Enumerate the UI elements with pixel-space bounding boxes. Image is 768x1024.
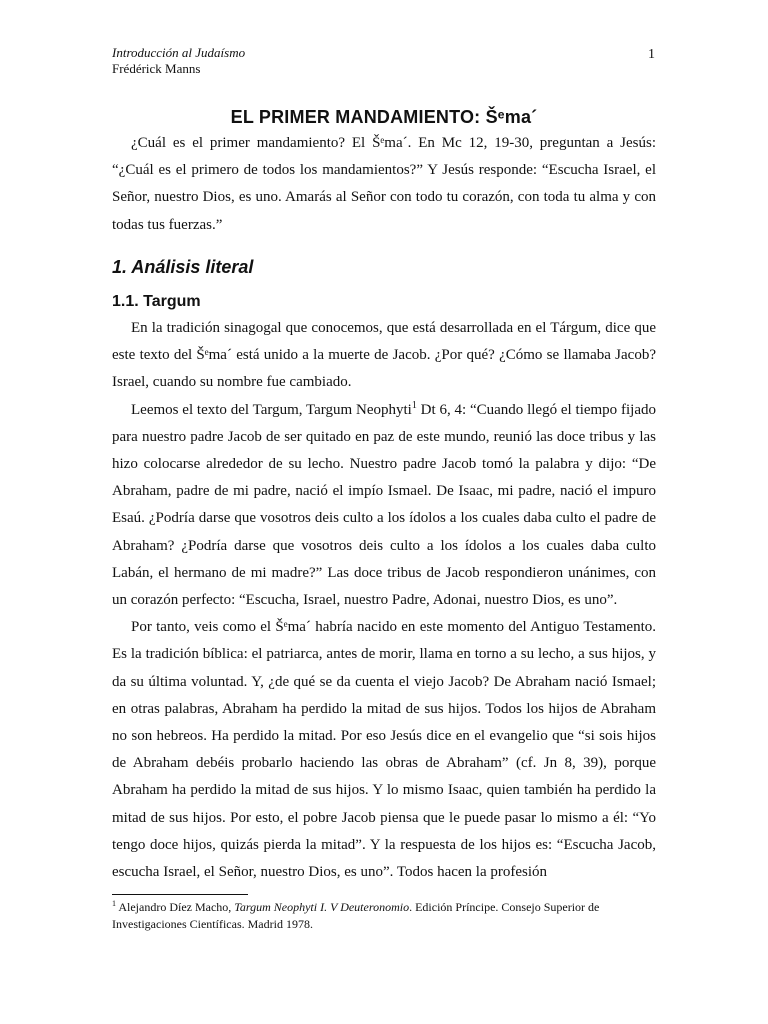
section-heading-1: 1. Análisis literal <box>112 257 254 277</box>
paragraph-3: Por tanto, veis como el Šᵉma´ habría nacido en este momento del Antiguo Testamento. Es la tradición bíblica: el patriarca, antes de morir, llama en torno a su lecho, a sus hijos, y da su última voluntad. Y, ¿de qué se da cuenta el viejo Jacob? De Abraham nació Ismael; en otras palabras, Abraham ha perdido la mitad de sus hijos. Todos los hijos de Abraham no son hebreos. Ha perdido la mitad. Por eso Jesús dice en el evangelio que “si sois hijos de Abraham debéis probarlo haciendo las obras de Abraham” (cf. Jn 8, 39), porque Abraham ha perdido la mitad de sus hijos. Y lo mismo Isaac, quien también ha perdido la mitad de sus hijos. Por esto, el pobre Jacob piensa que le puede pasar lo mismo a él: “Yo tengo doce hijos, quizás pierda la mitad”. Y la respuesta de los hijos es: “Escucha Jacob, escucha Israel, el Señor, nuestro Dios, es uno”. Todos hacen la profesión <box>112 619 656 881</box>
main-text-block <box>112 315 656 886</box>
footnote <box>112 899 656 933</box>
page-number: 1 <box>648 47 655 62</box>
footnote-author: Alejandro Díez Macho, <box>116 900 235 914</box>
intro-block <box>112 130 656 239</box>
paragraph-2-start: Leemos el texto del Targum, Targum Neophyti <box>131 401 412 418</box>
footnote-separator <box>112 894 248 895</box>
footnote-work-title: Targum Neophyti I. V Deuteronomio <box>234 900 410 914</box>
footnote-publication: . Edición Príncipe. Consejo Superior de Investigaciones Científicas. Madrid 1978. <box>112 900 600 931</box>
paragraph-2-rest: Dt 6, 4: “Cuando llegó el tiempo fijado para nuestro padre Jacob de ser quitado en paz de este mundo, reunió las doce tribus y las hizo colocarse alrededor de su lecho. Nuestro padre Jacob tomó la palabra y dijo: “De Abraham, padre de mi padre, nació el impío Ismael. De Isaac, mi padre, nació el impuro Esaú. ¿Podría darse que vosotros deis culto a los ídolos a los cuales daba culto el padre de Abraham? ¿Podría darse que vosotros deis culto a los ídolos a los cuales daba culto Labán, el hermano de mi madre?” Las doce tribus de Jacob respondieron unánimes, con un corazón perfecto: “Escucha, Israel, nuestro Padre, Adonai, nuestro Dios, es uno”. <box>112 401 656 609</box>
subsection-heading-1-1: 1.1. Targum <box>112 293 201 310</box>
footnote-number: 1 <box>112 899 116 908</box>
header-author: Frédérick Manns <box>112 61 201 76</box>
paragraph-2 <box>112 397 656 615</box>
footnote-reference[interactable]: 1 <box>411 399 417 411</box>
running-header <box>112 45 245 77</box>
chapter-title: EL PRIMER MANDAMIENTO: Šᵉma´ <box>230 107 538 127</box>
intro-paragraph: ¿Cuál es el primer mandamiento? El Šᵉma´. En Mc 12, 19-30, preguntan a Jesús: “¿Cuál es el primero de todos los mandamientos?” Y Jesús responde: “Escucha Israel, el Señor, nuestro Dios, es uno. Amarás al Señor con todo tu corazón, con toda tu alma y con todas tus fuerzas.” <box>112 135 656 233</box>
paragraph-1: En la tradición sinagogal que conocemos, que está desarrollada en el Tárgum, dice que este texto del Šᵉma´ está unido a la muerte de Jacob. ¿Por qué? ¿Cómo se llamaba Jacob? Israel, cuando su nombre fue cambiado. <box>112 320 656 391</box>
header-book-title: Introducción al Judaísmo <box>112 45 246 60</box>
